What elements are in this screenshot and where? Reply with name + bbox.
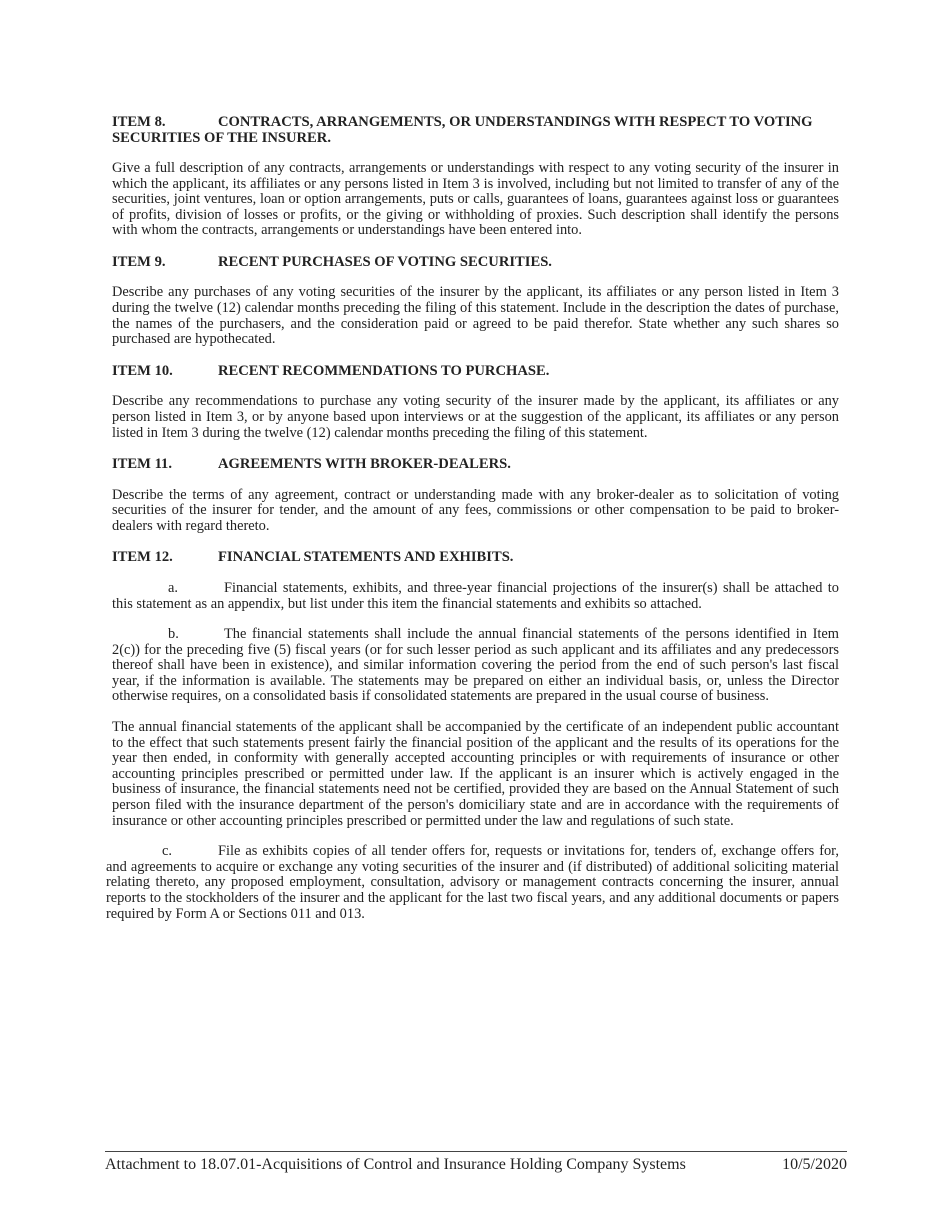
item-8-number: ITEM 8. [112,114,166,130]
item-10-title: RECENT RECOMMENDATIONS TO PURCHASE. [218,362,550,379]
item-10-number: ITEM 10. [112,362,173,379]
item-12-b-label: b. [168,626,179,643]
item-12-a-text: Financial statements, exhibits, and three-year financial projections of the insurer(s) shall be attached to this statement as an appendix, but list under this item the financial statements and exhibits so attached. [112,579,839,612]
item-11-body: Describe the terms of any agreement, contract or understanding made with any broker-dealer as to solicitation of voting securities of the insurer for tender, and the amount of any fees, commissions or other compensation to be paid to broker-dealers with regard thereto. [112,486,839,534]
item-10-heading [112,364,839,380]
item-12-number: ITEM 12. [112,549,173,566]
item-9-number: ITEM 9. [112,253,166,270]
item-12-c-paragraph [106,844,839,922]
page-footer [105,1151,847,1174]
item-11-heading [112,457,839,473]
item-12-title: FINANCIAL STATEMENTS AND EXHIBITS. [218,549,514,566]
item-11-title: AGREEMENTS WITH BROKER-DEALERS. [218,456,511,473]
item-12-annual-paragraph: The annual financial statements of the applicant shall be accompanied by the certificate of an independent public accountant to the effect that such statements present fairly the financial position of the applicant and the results of its operations for the year then ended, in conformity with generally accepted accounting principles or with requirements of insurance or other accounting principles prescribed or permitted under law. If the applicant is an insurer which is actively engaged in the business of insurance, the financial statements need not be certified, provided they are based on the Annual Statement of such person filed with the insurance department of the person's domiciliary state and are in accordance with the requirements of insurance or other accounting principles prescribed or permitted under the law and regulations of such state. [112,719,839,829]
item-12-a-paragraph [112,581,839,612]
item-9-heading [112,255,839,271]
item-12-c-text: File as exhibits copies of all tender offers for, requests or invitations for, tenders of, exchange offers for, and agreements to acquire or exchange any voting securities of the insurer and (if distributed) of additional soliciting material relating thereto, any proposed employment, consultation, advisory or management contracts concerning the insurer, annual reports to the stockholders of the insurer and the applicant for the last two fiscal years, and any additional documents or papers required by Form A or Sections 011 and 013. [106,843,839,922]
item-11-number: ITEM 11. [112,456,173,473]
item-9-title: RECENT PURCHASES OF VOTING SECURITIES. [218,253,552,270]
item-9-body: Describe any purchases of any voting securities of the insurer by the applicant, its affiliates or any person listed in Item 3 during the twelve (12) calendar months preceding the filing of this statement. Include in the description the dates of purchase, the names of the purchasers, and the consideration paid or agreed to be paid therefor. State whether any such shares so purchased are hypothecated. [112,284,839,348]
item-8-title: CONTRACTS, ARRANGEMENTS, OR UNDERSTANDINGS WITH RESPECT TO VOTING SECURITIES OF THE INSURER. [112,114,813,146]
item-12-c-label: c. [162,843,172,860]
item-12-heading [112,550,839,566]
item-12-a-label: a. [168,579,178,596]
item-8-body: Give a full description of any contracts, arrangements or understandings with respect to any voting security of the insurer in which the applicant, its affiliates or any persons listed in Item 3 is involved, including but not limited to transfer of any of the securities, joint ventures, loan or option arrangements, puts or calls, guarantees of loans, guarantees against loss or guarantees of profits, division of losses or profits, or the giving or withholding of proxies. Such description shall identify the persons with whom the contracts, arrangements or understandings have been entered into. [112,160,839,239]
footer-title: Attachment to 18.07.01-Acquisitions of Control and Insurance Holding Company Systems [105,1156,686,1173]
document-body [106,113,839,922]
footer-date: 10/5/2020 [782,1156,847,1173]
item-12-b-paragraph [112,627,839,705]
item-8-heading [112,115,839,146]
item-10-body: Describe any recommendations to purchase any voting security of the insurer made by the applicant, its affiliates or any person listed in Item 3, or by anyone based upon interviews or at the suggestion of the applicant, its affiliates or any person listed in Item 3 during the twelve (12) calendar months preceding the filing of this statement. [112,393,839,441]
item-12-b-text: The financial statements shall include the annual financial statements of the persons identified in Item 2(c)) for the preceding five (5) fiscal years (or for such lesser period as such applicant and its affiliates and any predecessors thereof shall have been in existence), and similar information covering the period from the end of such person's last fiscal year, if the information is available. The statements may be prepared on either an individual basis, or, unless the Director otherwise requires, on a consolidated basis if consolidated statements are prepared in the usual course of business. [112,626,839,705]
